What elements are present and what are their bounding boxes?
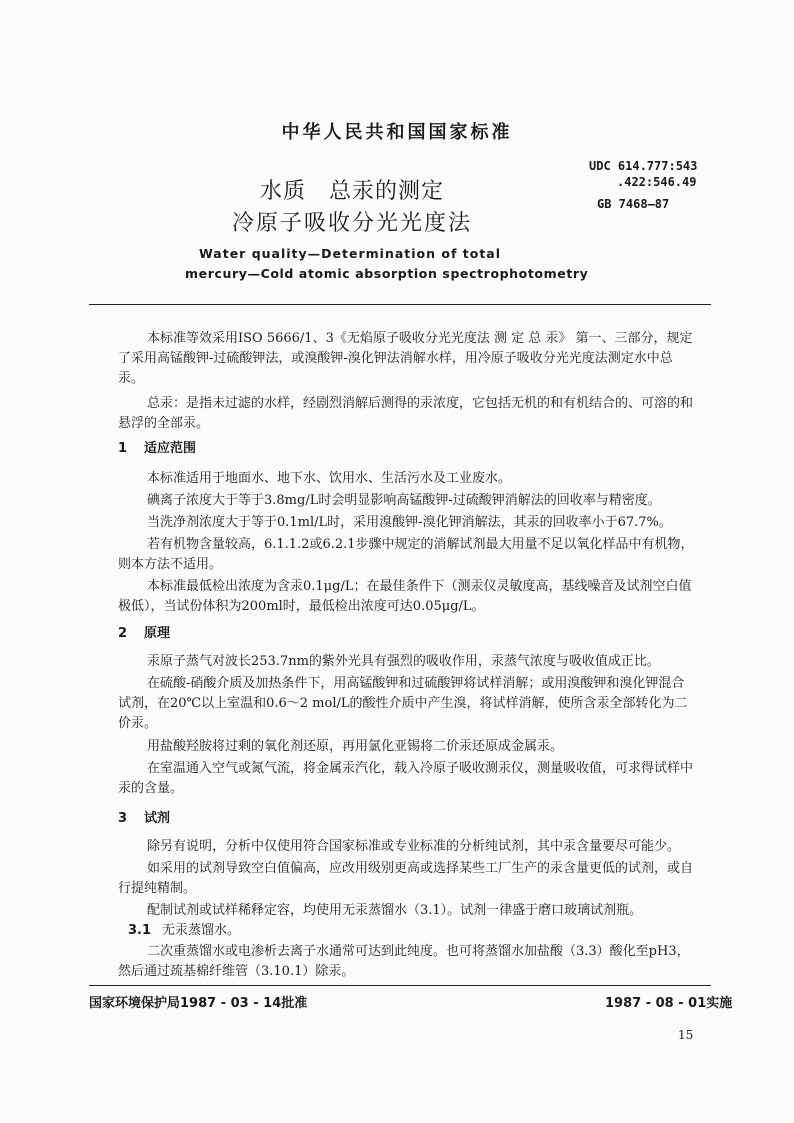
section-2-line-3: 试剂，在20℃以上室温和0.6～2 mol/L的酸性介质中产生溴，将试样消解，使所含汞全部转化为二 <box>118 696 688 711</box>
section-3-line-4: 配制试剂或试样稀释定容，均使用无汞蒸馏水（3.1）。试剂一律盛于磨口玻璃试剂瓶。 <box>147 903 643 918</box>
section-2-heading <box>118 622 170 641</box>
section-3-title: 试剂 <box>144 811 171 826</box>
header-divider <box>89 304 711 305</box>
section-2-number: 2 <box>118 626 128 641</box>
approval-date: 国家环境保护局1987 - 03 - 14批准 <box>89 996 308 1011</box>
document-title-line-2: 冷原子吸收分光光度法 <box>232 211 473 236</box>
section-2-line-5: 用盐酸羟胺将过剩的氧化剂还原，再用氯化亚锡将二价汞还原成金属汞。 <box>147 739 564 754</box>
section-3-line-5: 二次重蒸馏水或电渗析去离子水通常可达到此纯度。也可将蒸馏水加盐酸（3.3）酸化至pH3， <box>147 944 690 959</box>
intro-p1-line-3: 汞。 <box>118 371 145 386</box>
section-2-line-1: 汞原子蒸气对波长253.7nm的紫外光具有强烈的吸收作用，汞蒸气浓度与吸收值成正比。 <box>147 654 660 669</box>
section-1-line-4: 若有机物含量较高，6.1.1.2或6.2.1步骤中规定的消解试剂最大用量不足以氧化样品中有机物， <box>147 537 694 552</box>
udc-classification <box>589 158 697 190</box>
section-3-line-3: 行提纯精制。 <box>118 881 197 896</box>
section-1-title: 适应范围 <box>144 441 197 456</box>
section-2-line-6: 在室温通入空气或氮气流，将金属汞汽化，载入冷原子吸收测汞仪，测量吸收值，可求得试样中 <box>147 761 694 776</box>
udc-line-1: UDC 614.777:543 <box>589 159 698 173</box>
section-3-line-6: 然后通过巯基棉纤维管（3.10.1）除汞。 <box>118 964 355 979</box>
intro-p2-line-2: 悬浮的全部汞。 <box>118 416 210 431</box>
section-1-line-2: 碘离子浓度大于等于3.8mg/L时会明显影响高锰酸钾-过硫酸钾消解法的回收率与精密度。 <box>147 493 661 508</box>
section-2-title: 原理 <box>144 626 171 641</box>
intro-p1-line-2: 了采用高锰酸钾-过硫酸钾法，或溴酸钾-溴化钾法消解水样，用冷原子吸收分光光度法测定水中总 <box>118 351 673 366</box>
section-2-line-2: 在硫酸-硝酸介质及加热条件下，用高锰酸钾和过硫酸钾将试样消解；或用溴酸钾和溴化钾混合 <box>147 676 685 691</box>
section-1-line-3: 当洗净剂浓度大于等于0.1ml/L时，采用溴酸钾-溴化钾消解法，其汞的回收率小于67.7%。 <box>147 515 672 530</box>
section-2-line-4: 价汞。 <box>118 716 158 731</box>
section-3-line-1: 除另有说明，分析中仅使用符合国家标准或专业标准的分析纯试剂，其中汞含量要尽可能少。 <box>147 839 681 854</box>
intro-p1-line-1: 本标准等效采用ISO 5666/1、3《无焰原子吸收分光光度法 测 定 总 汞》 第一、三部分，规定 <box>147 331 693 346</box>
english-title-line-1: Water quality—Determination of total <box>198 246 502 261</box>
section-1-line-6: 本标准最低检出浓度为含汞0.1μg/L；在最佳条件下（测汞仪灵敏度高，基线噪音及试剂空白值 <box>147 579 692 594</box>
section-1-heading <box>118 437 196 456</box>
section-3-1-title: 无汞蒸馏水。 <box>162 923 241 938</box>
section-3-1-number: 3.1 <box>128 923 152 938</box>
section-1-line-1: 本标准适用于地面水、地下水、饮用水、生活污水及工业废水。 <box>147 471 512 486</box>
section-3-line-2: 如采用的试剂导致空白值偏高，应改用级别更高或选择某些工厂生产的汞含量更低的试剂，或自 <box>147 861 694 876</box>
section-1-line-7: 极低），当试份体积为200ml时，最低检出浓度可达0.05μg/L。 <box>118 599 485 614</box>
section-2-line-7: 汞的含量。 <box>118 781 184 796</box>
udc-line-2: .422:546.49 <box>617 175 697 189</box>
gb-number: GB 7468—87 <box>597 197 670 211</box>
footer-divider <box>89 985 711 986</box>
implementation-date: 1987 - 08 - 01实施 <box>605 996 733 1011</box>
intro-p2-line-1: 总汞：是指未过滤的水样，经剧烈消解后测得的汞浓度，它包括无机的和有机结合的、可溶的和 <box>147 396 694 411</box>
section-3-1-heading <box>128 919 240 938</box>
section-1-number: 1 <box>118 441 128 456</box>
section-3-number: 3 <box>118 811 128 826</box>
english-title-line-2: mercury—Cold atomic absorption spectrophotometry <box>185 266 589 281</box>
page-number: 15 <box>678 1028 694 1042</box>
national-standard-heading: 中华人民共和国国家标准 <box>281 122 513 143</box>
section-3-heading <box>118 807 170 826</box>
document-title-line-1: 水质 总汞的测定 <box>260 179 445 204</box>
section-1-line-5: 则本方法不适用。 <box>118 557 223 572</box>
